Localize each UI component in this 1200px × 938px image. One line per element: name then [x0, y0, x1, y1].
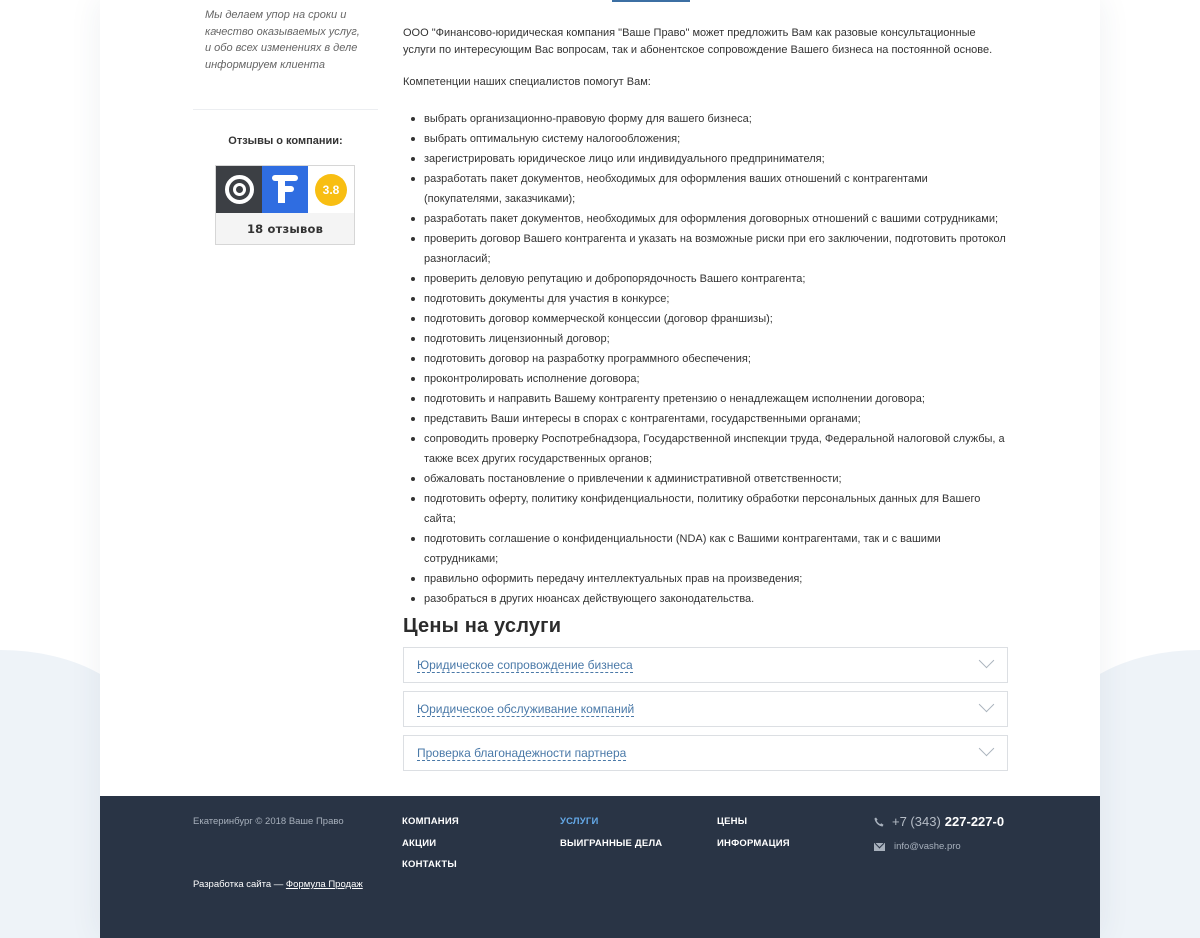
- list-item: разработать пакет документов, необходимых для оформления ваших отношений с контрагентами (покупателями, заказчиками);: [403, 169, 1008, 209]
- chevron-down-icon[interactable]: [979, 696, 995, 712]
- list-item: зарегистрировать юридическое лицо или индивидуального предпринимателя;: [403, 149, 1008, 169]
- rating-value: 3.8: [315, 174, 347, 206]
- developer-prefix: Разработка сайта —: [193, 879, 286, 890]
- mail-icon: [874, 843, 885, 851]
- list-item: разобраться в других нюансах действующего законодательства.: [403, 589, 1008, 609]
- accordion-label[interactable]: Юридическое обслуживание компаний: [417, 701, 635, 716]
- reviews-count[interactable]: 18 отзывов: [246, 222, 324, 236]
- footer-email[interactable]: [874, 841, 961, 852]
- sidebar: [193, 0, 378, 236]
- chevron-down-icon[interactable]: [979, 740, 995, 756]
- sidebar-note: Мы делаем упор на сроки и качество оказываемых услуг, и обо всех изменениях в деле информируем клиента: [205, 9, 360, 71]
- review-widget[interactable]: [215, 165, 355, 245]
- accordion-item-company-service[interactable]: [403, 691, 1008, 727]
- footer: [100, 796, 1100, 938]
- accordion-label[interactable]: Юридическое сопровождение бизнеса: [417, 657, 633, 672]
- chevron-down-icon[interactable]: [979, 652, 995, 668]
- list-item: сопроводить проверку Роспотребнадзора, Государственной инспекции труда, Федеральной налоговой службы, а также всех других государственных органов;: [403, 429, 1008, 469]
- developer-credit: [193, 879, 363, 890]
- email-address[interactable]: info@vashe.pro: [894, 841, 961, 852]
- list-item: подготовить договор коммерческой концессии (договор франшизы);: [403, 309, 1008, 329]
- list-item: подготовить документы для участия в конкурсе;: [403, 289, 1008, 309]
- list-item: проверить деловую репутацию и добропорядочность Вашего контрагента;: [403, 269, 1008, 289]
- accordion-item-partner-check[interactable]: [403, 735, 1008, 771]
- list-item: обжаловать постановление о привлечении к административной ответственности;: [403, 469, 1008, 489]
- footer-link-services[interactable]: УСЛУГИ: [560, 816, 599, 827]
- footer-link-promo[interactable]: АКЦИИ: [402, 838, 437, 849]
- list-item: проконтролировать исполнение договора;: [403, 369, 1008, 389]
- list-item: выбрать организационно-правовую форму для вашего бизнеса;: [403, 109, 1008, 129]
- accordion-item-business-support[interactable]: [403, 647, 1008, 683]
- review-logos: [216, 166, 354, 213]
- circle-logo-icon[interactable]: [216, 166, 262, 213]
- list-item: проверить договор Вашего контрагента и указать на возможные риски при его заключении, подготовить протокол разногласий;: [403, 229, 1008, 269]
- reviews-title: Отзывы о компании:: [228, 135, 343, 147]
- footer-link-contacts[interactable]: КОНТАКТЫ: [402, 859, 457, 870]
- intro-paragraph: ООО "Финансово-юридическая компания "Ваше Право" может предложить Вам как разовые консультационные услуги по интересующим Вас вопросам, так и абонентское сопровождение Вашего бизнеса на постоянной основе.: [403, 27, 993, 56]
- sidebar-divider: [193, 109, 378, 110]
- main-content: [403, 0, 1008, 779]
- f-logo-icon[interactable]: [262, 166, 308, 213]
- list-item: представить Ваши интересы в спорах с контрагентами, государственными органами;: [403, 409, 1008, 429]
- phone-number: 227-227-0: [944, 814, 1005, 829]
- page-container: [100, 0, 1100, 938]
- phone-prefix: +7 (343): [892, 814, 941, 829]
- copyright: Екатеринбург © 2018 Ваше Право: [193, 816, 344, 827]
- footer-link-prices[interactable]: ЦЕНЫ: [717, 816, 748, 827]
- phone-icon: [874, 817, 884, 827]
- footer-link-info[interactable]: ИНФОРМАЦИЯ: [717, 838, 790, 849]
- list-item: подготовить соглашение о конфиденциальности (NDA) как с Вашими контрагентами, так и с вашими сотрудниками;: [403, 529, 1008, 569]
- footer-link-company[interactable]: КОМПАНИЯ: [402, 816, 459, 827]
- list-item: разработать пакет документов, необходимых для оформления договорных отношений с вашими сотрудниками;: [403, 209, 1008, 229]
- list-item: выбрать оптимальную систему налогообложения;: [403, 129, 1008, 149]
- list-item: подготовить лицензионный договор;: [403, 329, 1008, 349]
- competences-list: [403, 109, 1008, 609]
- accordion-label[interactable]: Проверка благонадежности партнера: [417, 745, 627, 760]
- list-item: подготовить и направить Вашему контрагенту претензию о ненадлежащем исполнении договора;: [403, 389, 1008, 409]
- rating-badge-icon: [308, 166, 354, 213]
- prices-title: Цены на услуги: [403, 614, 562, 637]
- footer-phone[interactable]: [874, 814, 1004, 829]
- footer-link-won-cases[interactable]: ВЫИГРАННЫЕ ДЕЛА: [560, 838, 663, 849]
- developer-link[interactable]: Формула Продаж: [285, 879, 363, 890]
- list-item: правильно оформить передачу интеллектуальных прав на произведения;: [403, 569, 1008, 589]
- list-item: подготовить оферту, политику конфиденциальности, политику обработки персональных данных для Вашего сайта;: [403, 489, 1008, 529]
- prices-accordion: [403, 647, 1008, 771]
- list-item: подготовить договор на разработку программного обеспечения;: [403, 349, 1008, 369]
- competences-intro: Компетенции наших специалистов помогут Вам:: [403, 76, 651, 88]
